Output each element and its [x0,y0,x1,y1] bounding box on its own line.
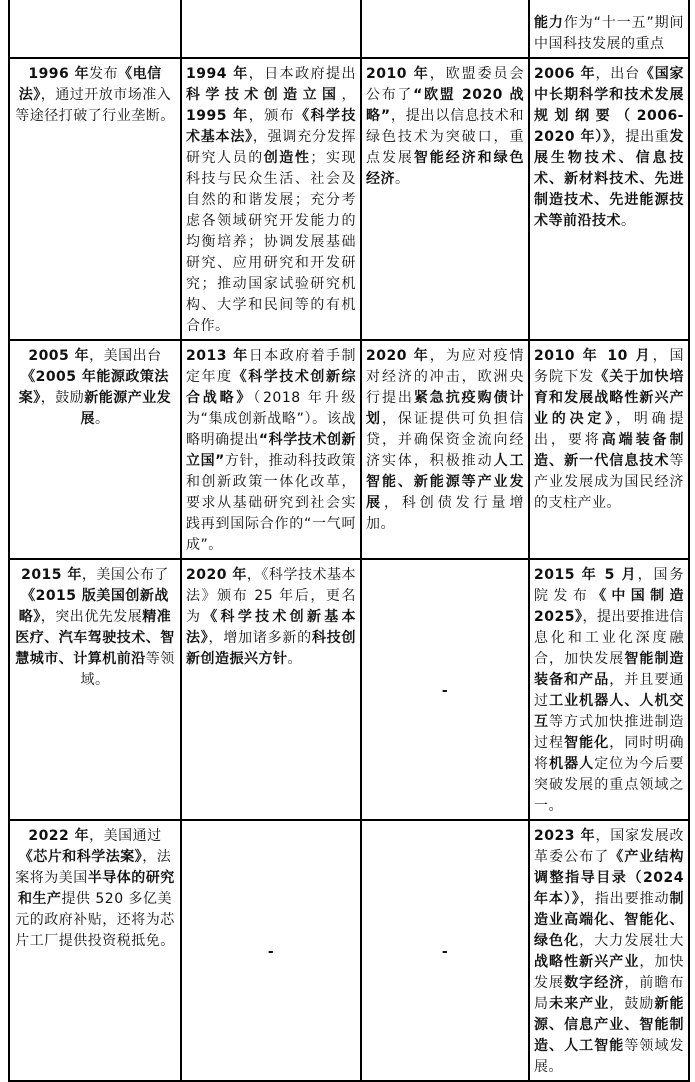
text-segment: ，明确提出，要将 [534,411,684,448]
text-segment: ，国务院发布 [534,567,684,604]
bold-text-segment: 《电信法》 [18,66,162,103]
text-segment: ，突出优先发展 [40,609,143,625]
text-segment: 日本政府着手制定年度 [186,348,357,385]
bold-text-segment: 《2005 年能源政策法案》 [18,369,169,406]
bold-text-segment: 《国家中长期科学和技术发展规划纲要（2006-2020 年）》 [534,66,685,145]
table-cell-r1c4 [529,58,689,340]
bold-text-segment: 《2015 版美国创新战略》 [18,588,169,625]
text-segment: 等领域发展。 [534,1038,685,1075]
bold-text-segment: 《科学技术创新基本法》 [186,609,357,646]
bold-text-segment: 2010 年 10 月 [534,348,653,364]
bold-text-segment: 《关于加快培育和发展战略性新兴产业的决定》 [534,369,685,427]
text-segment: ，美国通过 [89,828,162,844]
bold-text-segment: 未来产业 [549,996,610,1012]
bold-text-segment: 2005 年 [28,348,90,364]
bold-text-segment: 工业机器人、人机交互 [534,693,685,730]
bold-text-segment: 能力 [534,15,564,31]
table-cell-r4c2 [181,820,361,1081]
text-segment: ，提出要推进信息化和工业化深度融合，加快发展 [534,609,685,667]
table-cell-r2c2 [181,340,361,559]
text-segment: ，加快发展 [534,954,685,991]
table-row [9,340,689,559]
text-segment: ，出台 [595,66,640,82]
bold-text-segment: 半导体的研究和生产 [17,870,175,907]
bold-text-segment: - [441,682,449,699]
text-segment: 方针，推动科技政策和创新政策一体化改革，要求从基础研究到社会实践再到国际合作的“一气呵成”。 [186,453,357,553]
table-cell-r1c2 [181,58,361,340]
bold-text-segment: 2023 年 [534,828,596,844]
bold-text-segment: 2022 年 [28,828,90,844]
table-cell-r1c1 [9,58,181,340]
table-cell-r0c2 [181,0,361,58]
table-cell-r4c3 [361,820,529,1081]
bold-text-segment: 精准医疗、汽车驾驶技术、智慧城市、计算机前沿 [15,609,175,667]
table-cell-r3c3 [361,559,529,820]
text-segment: ， [341,87,356,103]
bold-text-segment: 2006 年 [534,66,596,82]
text-segment: ，美国出台 [89,348,162,364]
bold-text-segment: “欧盟 2020 战略” [366,87,524,124]
text-segment: 提供 520 多亿美元的政府补贴，还将为芯片工厂提供投资税抵免。 [15,891,175,949]
bold-text-segment: 2020 年 [366,348,430,364]
text-segment: ，指出要推动 [579,891,670,907]
text-segment: 。 [621,213,636,229]
bold-text-segment: - [267,943,275,960]
table-row [9,559,689,820]
text-segment: ，保证提供可负担信贷，并确保资金流向经济实体，积极推动 [366,411,525,469]
bold-text-segment: 智能经济和绿色经济 [366,150,525,187]
policy-table [8,0,690,1082]
bold-text-segment: 2015 年 5 月 [534,567,638,583]
text-segment: ，国家发展改革委公布了 [534,828,685,865]
table-row [9,820,689,1081]
bold-text-segment: 2013 年 [186,348,249,364]
table-cell-r4c4 [529,820,689,1081]
text-segment: ，法案将为美国 [15,849,172,886]
text-segment: ，提出重 [610,129,670,145]
text-segment: 。 [95,411,110,427]
bold-text-segment: 2020 年 [186,567,247,583]
bold-text-segment: 智能化 [564,735,610,751]
bold-text-segment: 紧急抗疫购债计划 [366,390,525,427]
text-segment: 定位为今后要突破发展的重点领域之一。 [534,756,685,814]
text-segment: ，鼓励 [609,996,655,1012]
table-cell-r0c3 [361,0,529,58]
bold-text-segment: 科学技术创造立国 [186,87,342,103]
text-segment: ，美国公布了 [81,567,169,583]
table-row [9,58,689,340]
bold-text-segment: 数字经济 [564,975,625,991]
table-cell-r3c2 [181,559,361,820]
table-cell-r0c4 [529,0,689,58]
bold-text-segment: 1996 年 [28,66,90,82]
bold-text-segment: 制造业高端化、智能化、绿色化 [534,891,685,949]
bold-text-segment: 高端装备制造、新一代信息技术 [534,432,684,469]
table-row [9,0,689,58]
table-cell-r2c4 [529,340,689,559]
bold-text-segment: 2015 年 [21,567,82,583]
text-segment: ，增加诸多新的 [208,630,312,646]
text-segment: ，通过开放市场准入等途径打破了行业垄断。 [15,87,175,124]
text-segment: ，前瞻布局 [534,975,685,1012]
text-segment: ；实现科技与民众生活、社会及自然的和谐发展；充分考虑各领域研究开发能力的均衡培养；协调发展基础研究、应用研究和开发研究；推动国家试验研究机构、大学和民间等的有机合作。 [186,150,357,334]
bold-text-segment: 机器人 [549,756,595,772]
text-segment: ，日本政府提出 [248,66,357,82]
bold-text-segment: 《芯片和科学法案》 [18,849,143,865]
text-segment: （2018 年升级为“集成创新战略”）。该战略明确提出 [186,390,356,448]
text-segment: 等产业发展成为国民经济的支柱产业。 [534,453,684,511]
text-segment: ，科创债发行量增加。 [366,495,524,532]
bold-text-segment: 《科学技术创新综合战略》 [186,369,357,406]
text-segment: 等领域。 [80,651,175,688]
table-cell-r3c4 [529,559,689,820]
text-segment: ，国务院下发 [534,348,684,385]
bold-text-segment: 《中国制造 2025》 [534,588,685,625]
table-cell-r0c1 [9,0,181,58]
text-segment: ，欧盟委员会公布了 [366,66,525,103]
text-segment: ，为应对疫情对经济的冲击，欧洲央行提出 [366,348,525,406]
bold-text-segment: 新能源产业发展 [80,390,172,427]
bold-text-segment: 1994 年 [186,66,249,82]
text-segment: 发布 [89,66,119,82]
table-cell-r2c3 [361,340,529,559]
text-segment: 作为“十一五”期间中国科技发展的重点 [534,15,684,52]
table-cell-r1c3 [361,58,529,340]
text-segment: 。 [287,651,302,667]
bold-text-segment: 新能源、信息产业、智能制造、人工智能 [534,996,685,1054]
bold-text-segment: 《产业结构调整指导目录（2024 年本）》 [534,849,685,907]
text-segment: ，颁布 [248,108,296,124]
text-segment: 。 [395,171,410,187]
bold-text-segment: 2010 年 [366,66,430,82]
bold-text-segment: 发展生物技术、信息技术、新材料技术、先进制造技术、先进能源技术等前沿技术 [534,129,684,229]
bold-text-segment: 1995 年 [186,108,249,124]
bold-text-segment: 战略性新兴产业 [534,954,640,970]
text-segment: ，提出以信息技术和绿色技术为突破口，重点发展 [366,108,524,166]
table-cell-r4c1 [9,820,181,1081]
text-segment: ，强调充分发挥研究人员的 [186,129,357,166]
bold-text-segment: 创造性 [263,150,311,166]
text-segment: ，大力发展壮大 [579,933,685,949]
bold-text-segment: “科学技术创新立国” [186,432,357,469]
text-segment: ，《科学技术基本法》颁布 25 年后，更名为 [186,567,356,625]
text-segment: ，并且要通过 [534,672,685,709]
text-segment: 等方式加快推进制造过程 [534,714,685,751]
bold-text-segment: 人工智能、新能源等产业发展 [366,453,525,511]
text-segment: ，鼓励 [40,390,85,406]
bold-text-segment: 《科学技术基本法》 [186,108,357,145]
bold-text-segment: - [441,943,449,960]
bold-text-segment: 科技创新创造振兴方针 [186,630,357,667]
table-cell-r2c1 [9,340,181,559]
table-cell-r3c1 [9,559,181,820]
text-segment: ，同时明确将 [534,735,685,772]
bold-text-segment: 智能制造装备和产品 [534,651,685,688]
